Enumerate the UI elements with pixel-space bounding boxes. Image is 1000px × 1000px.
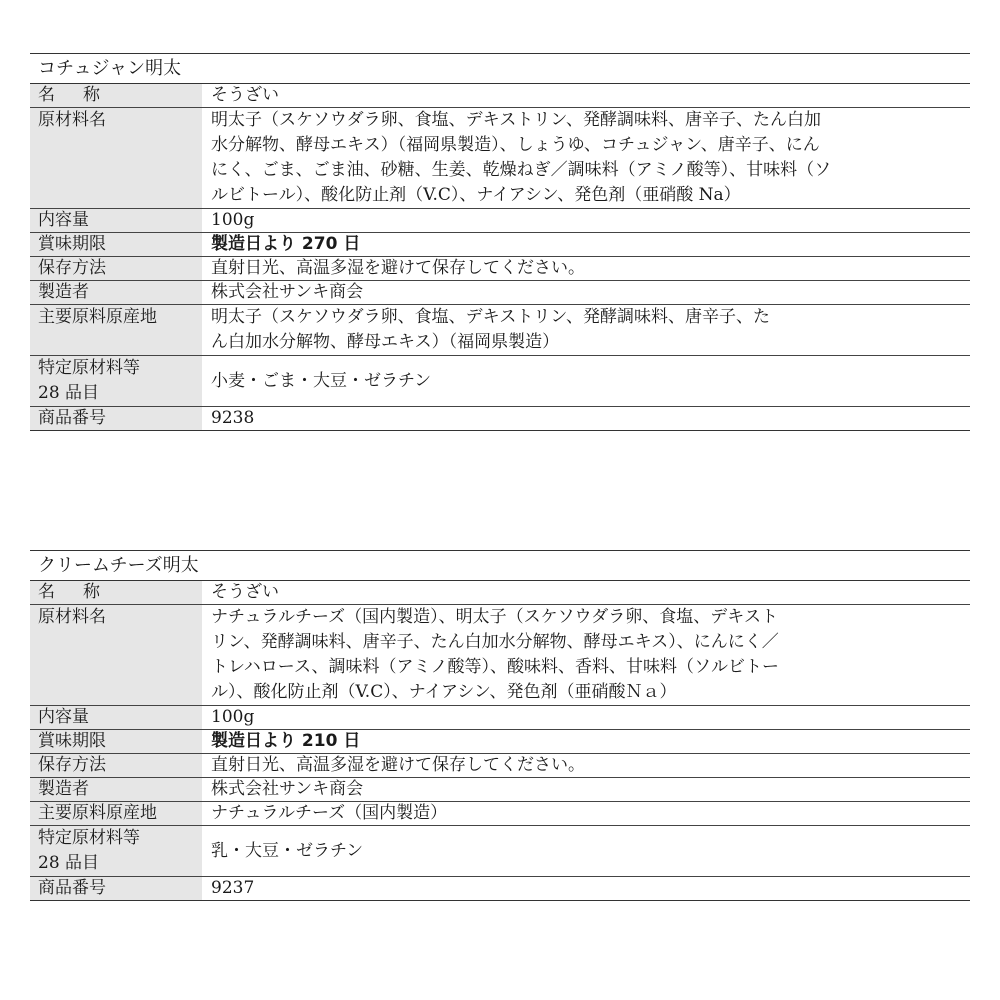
row-origin <box>30 305 970 356</box>
name-label-b: 称 <box>83 582 100 602</box>
ingredients-line: 水分解物、酵母エキス）（福岡県製造）、しょうゆ、コチュジャン、唐辛子、にん <box>211 135 820 155</box>
allergens-value <box>202 826 970 876</box>
ingredients-line: ナチュラルチーズ（国内製造）、明太子（スケソウダラ卵、食塩、デキスト <box>211 607 778 627</box>
allergens-label-line: 特定原材料等 <box>38 358 140 378</box>
origin-label: 主要原料原産地 <box>30 802 202 825</box>
ingredients-line: にく、ごま、ごま油、砂糖、生姜、乾燥ねぎ／調味料（アミノ酸等）、甘味料（ソ <box>211 160 832 180</box>
volume-value: 100g <box>211 707 255 727</box>
allergens-label <box>30 826 202 876</box>
row-product-no <box>30 877 970 900</box>
row-origin <box>30 802 970 826</box>
row-ingredients <box>30 108 970 209</box>
name-label-a: 名 <box>38 582 55 602</box>
product-no-label: 商品番号 <box>30 877 202 900</box>
best-before-value: 製造日より 270 日 <box>211 234 361 254</box>
volume-label: 内容量 <box>30 706 202 729</box>
maker-label: 製造者 <box>30 281 202 304</box>
name-label-b: 称 <box>83 85 100 105</box>
product-no-value: 9237 <box>211 878 255 898</box>
row-maker <box>30 778 970 802</box>
allergens-text: 小麦・ごま・大豆・ゼラチン <box>211 370 432 391</box>
ingredients-value <box>202 108 970 208</box>
ingredients-line: トレハロース、調味料（アミノ酸等）、酸味料、香料、甘味料（ソルビトー <box>211 657 779 677</box>
product-label-table <box>30 550 970 901</box>
allergens-label-line: 28 品目 <box>38 853 100 873</box>
origin-value <box>202 305 970 355</box>
ingredients-line: リン、発酵調味料、唐辛子、たん白加水分解物、酵母エキス）、にんにく／ <box>211 632 779 652</box>
ingredients-line: ル）、酸化防止剤（V.C）、ナイアシン、発色剤（亜硝酸Ｎａ） <box>211 682 677 702</box>
row-volume <box>30 209 970 233</box>
ingredients-label: 原材料名 <box>30 605 202 705</box>
best-before-label: 賞味期限 <box>30 730 202 753</box>
ingredients-line: 明太子（スケソウダラ卵、食塩、デキストリン、発酵調味料、唐辛子、たん白加 <box>211 110 821 130</box>
ingredients-label: 原材料名 <box>30 108 202 208</box>
origin-label: 主要原料原産地 <box>30 305 202 355</box>
storage-label: 保存方法 <box>30 754 202 777</box>
allergens-label-line: 特定原材料等 <box>38 828 140 848</box>
storage-value: 直射日光、高温多湿を避けて保存してください。 <box>211 258 585 278</box>
row-storage <box>30 754 970 778</box>
allergens-text: 乳・大豆・ゼラチン <box>211 840 364 861</box>
product-title: クリームチーズ明太 <box>30 551 970 581</box>
row-key <box>30 581 202 604</box>
ingredients-value <box>202 605 970 705</box>
maker-value: 株式会社サンキ商会 <box>211 282 364 302</box>
allergens-label-line: 28 品目 <box>38 383 100 403</box>
origin-value: ナチュラルチーズ（国内製造） <box>211 803 448 823</box>
row-product-no <box>30 407 970 430</box>
maker-label: 製造者 <box>30 778 202 801</box>
row-key <box>30 84 202 107</box>
row-storage <box>30 257 970 281</box>
row-best-before <box>30 233 970 257</box>
product-no-value: 9238 <box>211 408 255 428</box>
name-label-a: 名 <box>38 85 55 105</box>
row-name <box>30 84 970 108</box>
origin-line: ん白加水分解物、酵母エキス）（福岡県製造） <box>211 332 560 352</box>
maker-value: 株式会社サンキ商会 <box>211 779 364 799</box>
best-before-label: 賞味期限 <box>30 233 202 256</box>
row-maker <box>30 281 970 305</box>
origin-line: 明太子（スケソウダラ卵、食塩、デキストリン、発酵調味料、唐辛子、た <box>211 307 770 327</box>
product-title: コチュジャン明太 <box>30 54 970 84</box>
row-allergens <box>30 356 970 407</box>
storage-label: 保存方法 <box>30 257 202 280</box>
row-best-before <box>30 730 970 754</box>
ingredients-line: ルビトール）、酸化防止剤（V.C）、ナイアシン、発色剤（亜硝酸 Na） <box>211 185 741 205</box>
row-ingredients <box>30 605 970 706</box>
volume-value: 100g <box>211 210 255 230</box>
row-allergens <box>30 826 970 877</box>
allergens-value <box>202 356 970 406</box>
product-label-table <box>30 53 970 431</box>
best-before-value: 製造日より 210 日 <box>211 731 361 751</box>
product-no-label: 商品番号 <box>30 407 202 430</box>
allergens-label <box>30 356 202 406</box>
name-value: そうざい <box>211 582 279 602</box>
volume-label: 内容量 <box>30 209 202 232</box>
row-name <box>30 581 970 605</box>
name-value: そうざい <box>211 85 279 105</box>
row-volume <box>30 706 970 730</box>
storage-value: 直射日光、高温多湿を避けて保存してください。 <box>211 755 585 775</box>
